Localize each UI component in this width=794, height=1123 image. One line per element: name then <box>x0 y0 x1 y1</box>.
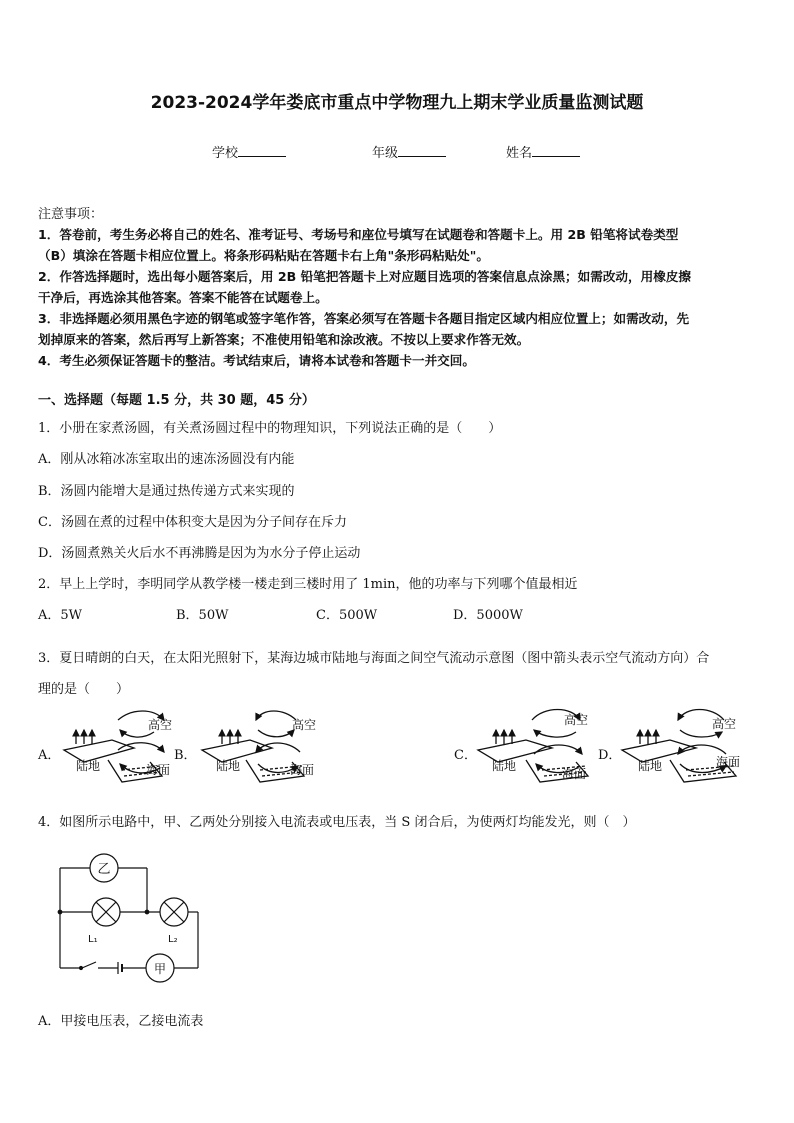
label-sea: 海面 <box>716 755 741 769</box>
lamp-l2-label: L₂ <box>168 934 178 945</box>
label-land: 陆地 <box>638 759 663 773</box>
note-line: 3．非选择题必须用黑色字迹的钢笔或签字笔作答，答案必须写在答题卡各题目指定区域内相应位置上；如需改动，先 <box>38 311 690 326</box>
meter-jia-label: 甲 <box>153 962 167 976</box>
circuit-diagram <box>58 854 198 982</box>
note-line: 划掉原来的答案，然后再写上新答案；不准使用铅笔和涂改液。不按以上要求作答无效。 <box>38 332 530 347</box>
q2-option-a[interactable]: A．5W <box>38 608 83 623</box>
label-sea: 海面 <box>290 763 315 777</box>
q3-stem-cont: 理的是（ ） <box>38 682 130 697</box>
q4-option-a[interactable]: A．甲接电压表，乙接电流表 <box>38 1014 204 1029</box>
label-land: 陆地 <box>216 759 241 773</box>
page-title: 2023-2024学年娄底市重点中学物理九上期末学业质量监测试题 <box>150 93 644 113</box>
grade-field: 年级 <box>372 142 446 161</box>
label-high: 高空 <box>292 718 317 732</box>
note-line: （B）填涂在答题卡相应位置上。将条形码粘贴在答题卡右上角"条形码粘贴处"。 <box>38 248 489 263</box>
lamp-l1-icon <box>92 898 120 926</box>
q3-option-c[interactable]: C． <box>454 748 477 763</box>
label-sea: 海面 <box>146 763 171 777</box>
q4-stem: 4．如图所示电路中，甲、乙两处分别接入电流表或电压表，当 S 闭合后，为使两灯均能发光，则（ ） <box>38 815 636 830</box>
q1-option-d[interactable]: D．汤圆煮熟关火后水不再沸腾是因为为水分子停止运动 <box>38 546 361 561</box>
q1-option-b[interactable]: B．汤圆内能增大是通过热传递方式来实现的 <box>38 484 295 499</box>
note-line: 4．考生必须保证答题卡的整洁。考试结束后，请将本试卷和答题卡一并交回。 <box>38 353 475 368</box>
air-flow-diagram-b <box>202 711 316 782</box>
q2-option-d[interactable]: D．5000W <box>453 608 523 623</box>
q3-option-b[interactable]: B． <box>174 748 197 763</box>
label-high: 高空 <box>712 717 737 731</box>
lamp-l1-label: L₁ <box>88 934 98 945</box>
label-sea: 海面 <box>562 767 587 781</box>
name-field: 姓名 <box>506 142 580 161</box>
q2-stem: 2．早上上学时，李明同学从教学楼一楼走到三楼时用了 1min，他的功率与下列哪个值最相近 <box>38 577 578 592</box>
q1-stem: 1．小册在家煮汤圆，有关煮汤圆过程中的物理知识，下列说法正确的是（ ） <box>38 421 502 436</box>
note-line: 1．答卷前，考生务必将自己的姓名、准考证号、考场号和座位号填写在试题卷和答题卡上。用 2B 铅笔将试卷类型 <box>38 227 679 242</box>
q3-option-d[interactable]: D． <box>598 748 622 763</box>
lamp-l2-icon <box>160 898 188 926</box>
q2-option-b[interactable]: B．50W <box>176 608 229 623</box>
section-heading: 一、选择题（每题 1.5 分，共 30 题，45 分） <box>38 393 315 408</box>
meter-yi-label: 乙 <box>97 862 111 877</box>
label-land: 陆地 <box>492 759 517 773</box>
label-high: 高空 <box>148 718 173 732</box>
note-line: 2．作答选择题时，选出每小题答案后，用 2B 铅笔把答题卡上对应题目选项的答案信息点涂黑；如需改动，用橡皮擦 <box>38 269 691 284</box>
q2-option-c[interactable]: C．500W <box>316 608 378 623</box>
air-flow-diagram-c <box>478 710 588 783</box>
notes-title: 注意事项： <box>38 207 104 222</box>
note-line: 干净后，再选涂其他答案。答案不能答在试题卷上。 <box>38 290 328 305</box>
label-land: 陆地 <box>76 759 101 773</box>
school-field: 学校 <box>212 142 286 161</box>
label-high: 高空 <box>564 713 589 727</box>
air-flow-diagram-a <box>64 711 172 782</box>
q3-stem: 3．夏日晴朗的白天，在太阳光照射下，某海边城市陆地与海面之间空气流动示意图（图中箭头表示空气流动方向）合 <box>38 651 710 666</box>
q1-option-c[interactable]: C．汤圆在煮的过程中体积变大是因为分子间存在斥力 <box>38 515 347 530</box>
air-flow-diagram-d <box>622 710 740 783</box>
q1-option-a[interactable]: A．刚从冰箱冰冻室取出的速冻汤圆没有内能 <box>38 452 295 467</box>
q3-option-a[interactable]: A． <box>38 748 61 763</box>
